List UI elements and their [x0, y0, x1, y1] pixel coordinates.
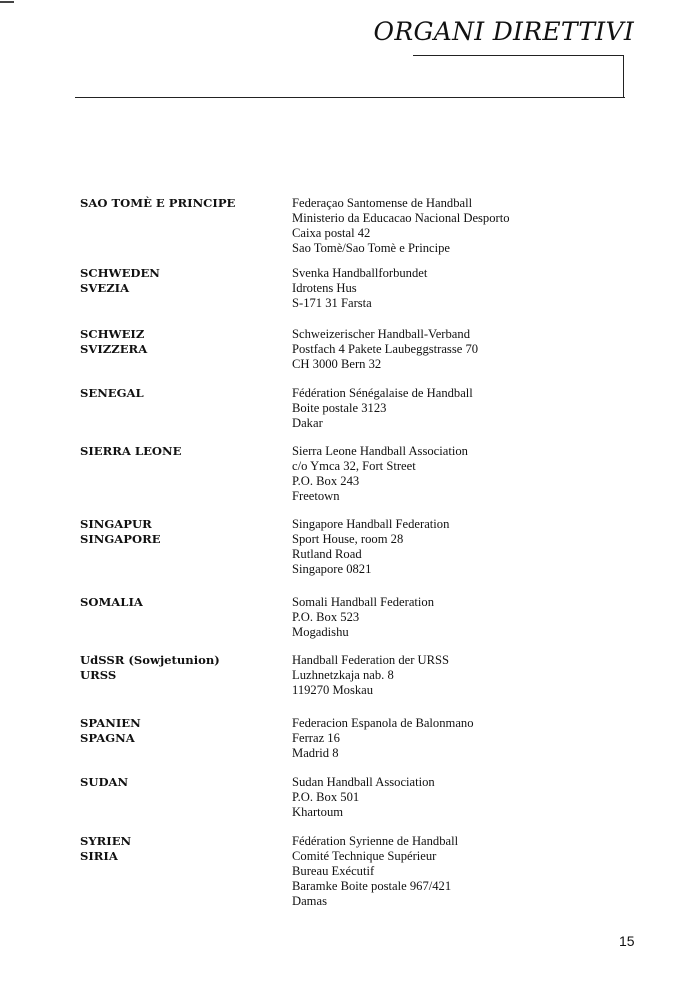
country-name: SVIZZERA	[80, 342, 148, 356]
address-line: Ferraz 16	[292, 731, 340, 745]
page-number: 15	[619, 933, 635, 949]
country-names	[80, 834, 280, 864]
address-line: Madrid 8	[292, 746, 339, 760]
address-line: Rutland Road	[292, 547, 362, 561]
address-line: Schweizerischer Handball-Verband	[292, 327, 470, 341]
country-name: SOMALIA	[80, 595, 143, 609]
country-name: SCHWEIZ	[80, 327, 145, 341]
federation-address	[292, 595, 592, 640]
federation-address	[292, 266, 592, 311]
address-line: Somali Handball Federation	[292, 595, 434, 609]
address-line: Luzhnetzkaja nab. 8	[292, 668, 394, 682]
country-names	[80, 444, 280, 459]
country-name: URSS	[80, 668, 117, 682]
address-line: Boite postale 3123	[292, 401, 387, 415]
country-names	[80, 266, 280, 296]
country-names	[80, 386, 280, 401]
federation-address	[292, 386, 592, 431]
address-line: Sao Tomè/Sao Tomè e Principe	[292, 241, 450, 255]
country-names	[80, 196, 280, 211]
address-line: Sierra Leone Handball Association	[292, 444, 468, 458]
federation-address	[292, 834, 592, 909]
address-line: Baramke Boite postale 967/421	[292, 879, 452, 893]
federation-address	[292, 653, 592, 698]
address-line: Mogadishu	[292, 625, 349, 639]
country-names	[80, 327, 280, 357]
address-line: Federacion Espanola de Balonmano	[292, 716, 474, 730]
country-names	[80, 595, 280, 610]
country-name: SAO TOMÈ E PRINCIPE	[80, 196, 236, 210]
address-line: Dakar	[292, 416, 323, 430]
address-line: Freetown	[292, 489, 340, 503]
country-name: SIRIA	[80, 849, 118, 863]
address-line: Handball Federation der URSS	[292, 653, 450, 667]
address-line: CH 3000 Bern 32	[292, 357, 382, 371]
country-name: UdSSR (Sowjetunion)	[80, 653, 220, 667]
address-line: Damas	[292, 894, 327, 908]
federation-address	[292, 517, 592, 577]
address-line: Sport House, room 28	[292, 532, 404, 546]
federation-address	[292, 775, 592, 820]
country-name: SPAGNA	[80, 731, 135, 745]
address-line: Fédération Sénégalaise de Handball	[292, 386, 473, 400]
address-line: S-171 31 Farsta	[292, 296, 372, 310]
address-line: Singapore Handball Federation	[292, 517, 450, 531]
country-name: SYRIEN	[80, 834, 132, 848]
federation-address	[292, 196, 592, 256]
country-names	[80, 517, 280, 547]
federation-address	[292, 327, 592, 372]
country-name: SIERRA LEONE	[80, 444, 182, 458]
address-line: P.O. Box 501	[292, 790, 360, 804]
country-name: SENEGAL	[80, 386, 144, 400]
address-line: Svenka Handballforbundet	[292, 266, 428, 280]
address-line: c/o Ymca 32, Fort Street	[292, 459, 416, 473]
page-title: ORGANI DIRETTIVI	[373, 17, 634, 46]
country-name: SCHWEDEN	[80, 266, 160, 280]
country-names	[80, 775, 280, 790]
address-line: P.O. Box 523	[292, 610, 360, 624]
address-line: Comité Technique Supérieur	[292, 849, 437, 863]
address-line: P.O. Box 243	[292, 474, 360, 488]
country-name: SUDAN	[80, 775, 129, 789]
address-line: Bureau Exécutif	[292, 864, 375, 878]
address-line: Khartoum	[292, 805, 344, 819]
address-line: Fédération Syrienne de Handball	[292, 834, 459, 848]
country-name: SINGAPORE	[80, 532, 161, 546]
address-line: Postfach 4 Pakete Laubeggstrasse 70	[292, 342, 479, 356]
country-name: SVEZIA	[80, 281, 130, 295]
country-name: SINGAPUR	[80, 517, 152, 531]
address-line: Sudan Handball Association	[292, 775, 435, 789]
address-line: Ministerio da Educacao Nacional Desporto	[292, 211, 510, 225]
address-line: 119270 Moskau	[292, 683, 374, 697]
country-name: SPANIEN	[80, 716, 141, 730]
federation-address	[292, 444, 592, 504]
address-line: Idrotens Hus	[292, 281, 357, 295]
address-line: Caixa postal 42	[292, 226, 371, 240]
country-names	[80, 716, 280, 746]
address-line: Singapore 0821	[292, 562, 372, 576]
federation-address	[292, 716, 592, 761]
address-line: Federaçao Santomense de Handball	[292, 196, 473, 210]
country-names	[80, 653, 280, 683]
